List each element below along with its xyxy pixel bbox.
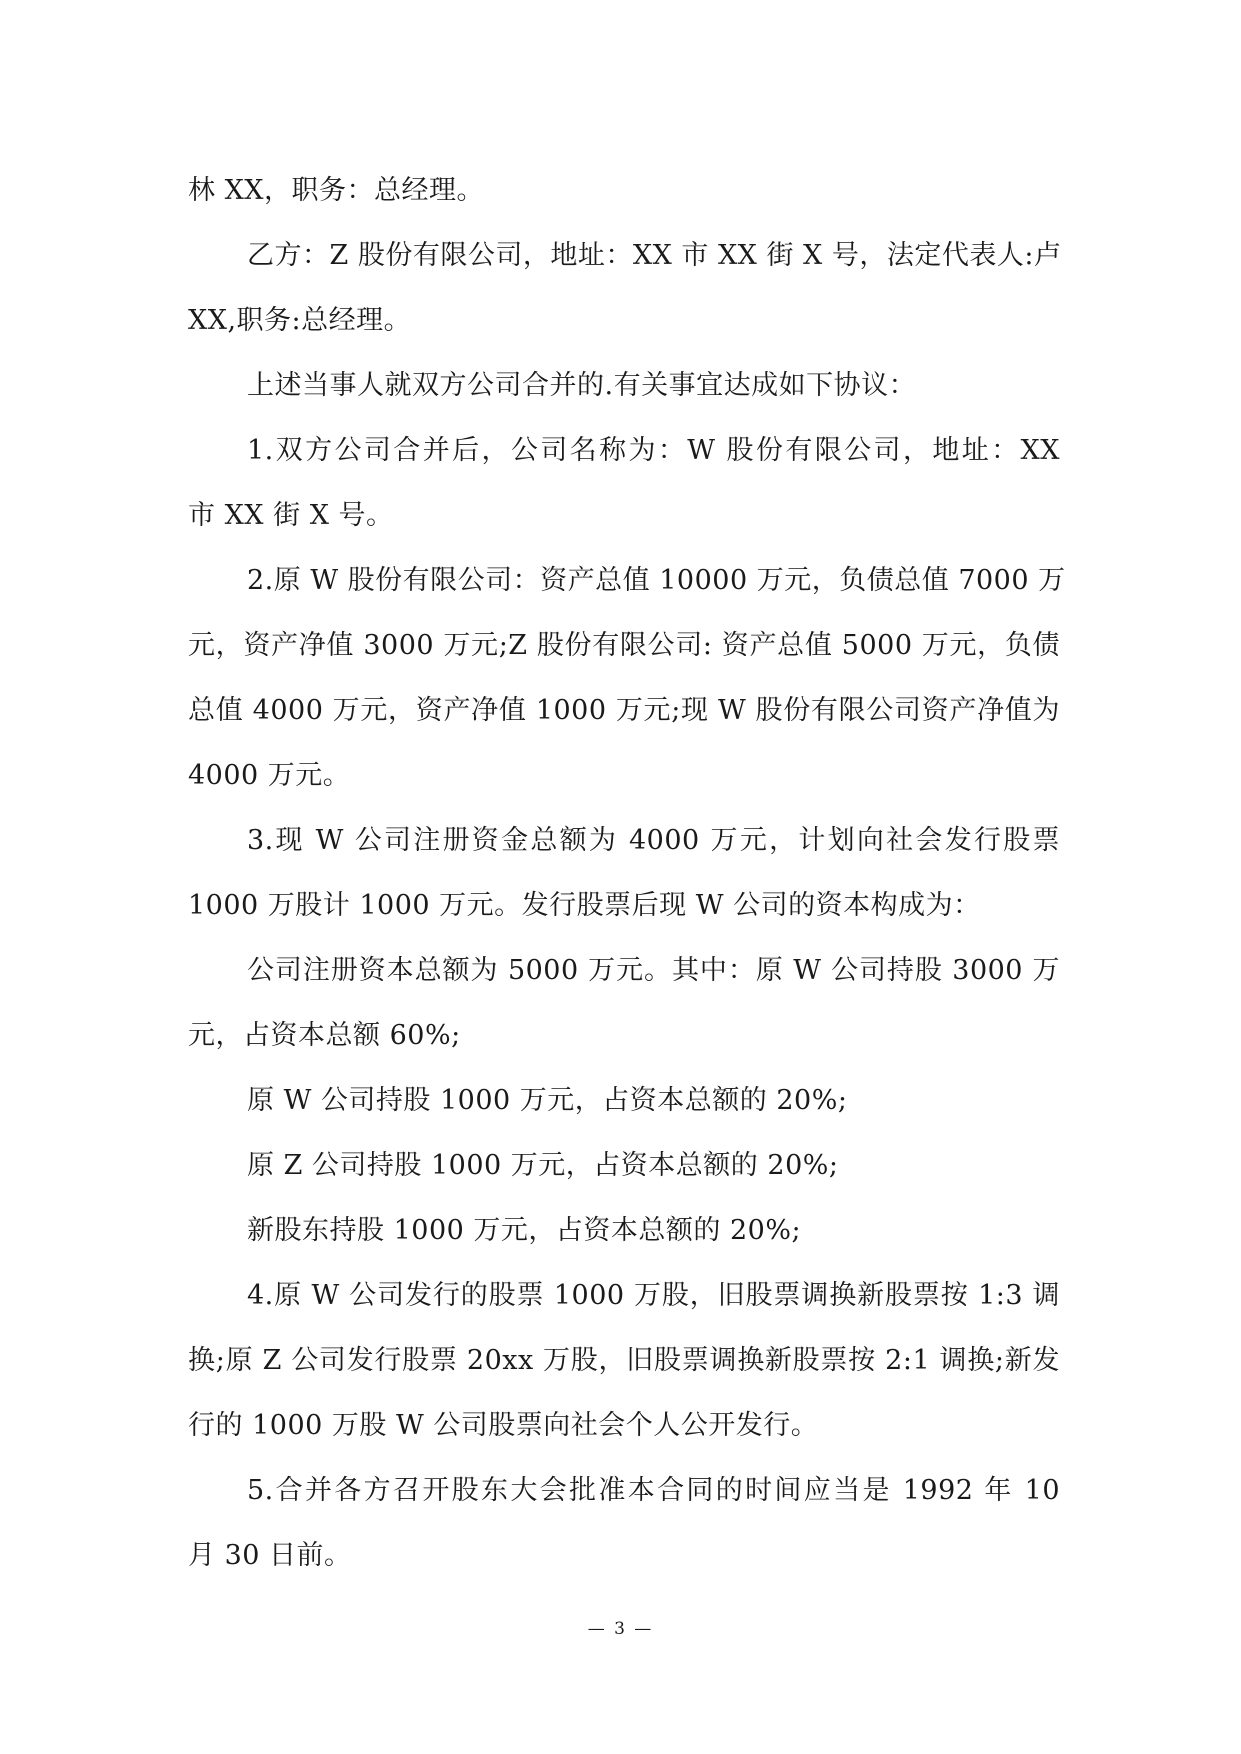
text-line: 1000 万股计 1000 万元。发行股票后现 W 公司的资本构成为： <box>188 890 981 921</box>
text-line: 原 W 公司持股 1000 万元，占资本总额的 20%; <box>247 1085 848 1116</box>
text-line: 月 30 日前。 <box>188 1540 352 1571</box>
page-number: — 3 — <box>587 1619 654 1639</box>
text-line: 行的 1000 万股 W 公司股票向社会个人公开发行。 <box>188 1410 819 1441</box>
text-line: 元，资产净值 3000 万元;Z 股份有限公司: 资产总值 5000 万元，负债 <box>188 630 1060 661</box>
text-line: 换;原 Z 公司发行股票 20xx 万股，旧股票调换新股票按 2:1 调换;新发 <box>188 1345 1060 1376</box>
text-line: 1.双方公司合并后，公司名称为：W 股份有限公司，地址：XX <box>247 435 1060 466</box>
text-line: 新股东持股 1000 万元，占资本总额的 20%; <box>247 1215 802 1246</box>
text-line: 公司注册资本总额为 5000 万元。其中：原 W 公司持股 3000 万 <box>247 955 1060 986</box>
text-line: 市 XX 街 X 号。 <box>188 500 394 531</box>
text-line: 3.现 W 公司注册资金总额为 4000 万元，计划向社会发行股票 <box>247 825 1060 856</box>
text-line: 4000 万元。 <box>188 760 351 791</box>
text-line: 原 Z 公司持股 1000 万元，占资本总额的 20%; <box>247 1150 839 1181</box>
text-line: 4.原 W 公司发行的股票 1000 万股，旧股票调换新股票按 1:3 调 <box>247 1280 1060 1311</box>
text-line: 5.合并各方召开股东大会批准本合同的时间应当是 1992 年 10 <box>247 1475 1060 1506</box>
text-line: 林 XX，职务：总经理。 <box>188 175 485 206</box>
text-line: 总值 4000 万元，资产净值 1000 万元;现 W 股份有限公司资产净值为 <box>188 695 1060 726</box>
text-line: XX,职务:总经理。 <box>188 305 412 336</box>
text-line: 上述当事人就双方公司合并的.有关事宜达成如下协议： <box>247 370 917 401</box>
document-body <box>188 158 1066 1588</box>
text-line: 元，占资本总额 60%; <box>188 1020 461 1051</box>
text-line: 乙方：Z 股份有限公司，地址：XX 市 XX 街 X 号，法定代表人:卢 <box>247 240 1062 271</box>
text-line: 2.原 W 股份有限公司：资产总值 10000 万元，负债总值 7000 万 <box>247 565 1066 596</box>
